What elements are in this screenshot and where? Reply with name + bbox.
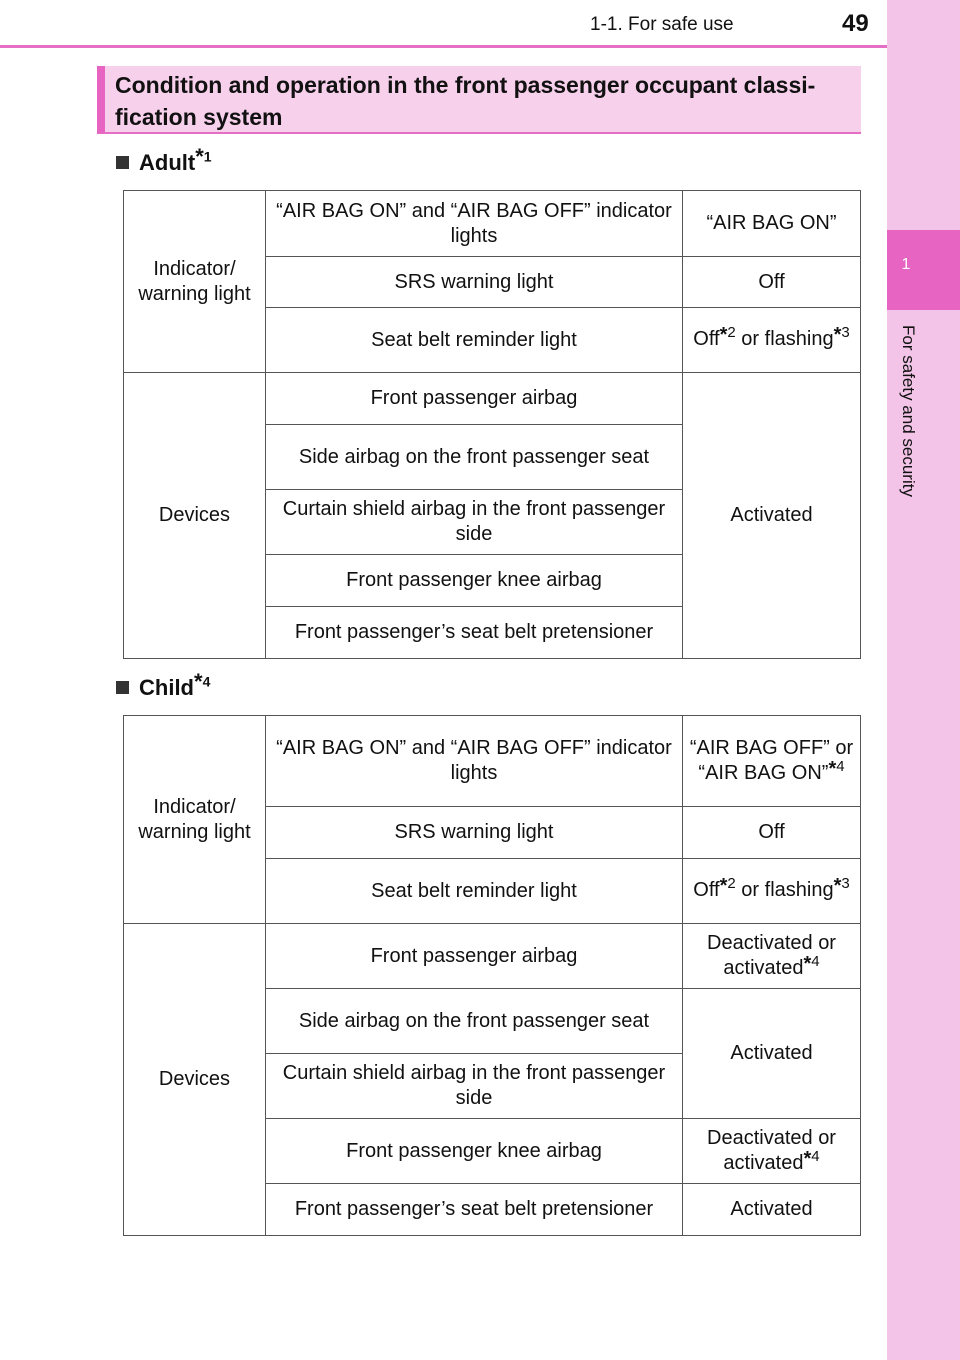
child-heading xyxy=(116,669,210,701)
table-row xyxy=(124,373,861,425)
status-text: Deactivated or activated xyxy=(707,1126,836,1174)
item-cell: “AIR BAG ON” and “AIR BAG OFF” indicator lights xyxy=(266,716,683,807)
status-text: Deactivated or activated xyxy=(707,931,836,979)
header-rule xyxy=(0,45,887,48)
table-row xyxy=(124,716,861,807)
item-cell: Front passenger’s seat belt pretensioner xyxy=(266,607,683,659)
section-title: 1-1. For safe use xyxy=(590,14,734,35)
devices-label: Devices xyxy=(124,924,266,1236)
asterisk-icon: * xyxy=(195,144,204,169)
footnote-ref: 2 xyxy=(727,324,736,341)
adult-table xyxy=(123,190,861,659)
item-cell: Front passenger’s seat belt pretensioner xyxy=(266,1184,683,1236)
table-row xyxy=(124,191,861,257)
item-cell: SRS warning light xyxy=(266,257,683,308)
asterisk-icon: * xyxy=(719,875,728,897)
asterisk-icon: * xyxy=(194,669,203,694)
item-cell: Curtain shield airbag in the front passenger side xyxy=(266,490,683,555)
item-cell: Side airbag on the front passenger seat xyxy=(266,425,683,490)
status-cell: “AIR BAG ON” xyxy=(683,191,861,257)
child-table xyxy=(123,715,861,1236)
item-cell: Front passenger knee airbag xyxy=(266,1119,683,1184)
square-bullet-icon xyxy=(116,156,129,169)
footnote-ref: 3 xyxy=(841,875,850,892)
item-cell: “AIR BAG ON” and “AIR BAG OFF” indicator lights xyxy=(266,191,683,257)
child-heading-note: 4 xyxy=(202,673,211,690)
chapter-sidebar xyxy=(887,0,960,1360)
child-heading-text: Child xyxy=(139,675,194,700)
adult-heading-text: Adult xyxy=(139,150,196,175)
footnote-ref: 4 xyxy=(811,1147,820,1165)
banner-title: Condition and operation in the front passenger occupant classi-fication system xyxy=(115,72,816,130)
item-cell: Side airbag on the front passenger seat xyxy=(266,989,683,1054)
status-cell: Off xyxy=(683,807,861,859)
status-text: or flashing xyxy=(735,328,834,350)
footnote-ref: 2 xyxy=(727,875,736,892)
status-text: or flashing xyxy=(735,879,834,901)
status-cell xyxy=(683,859,861,924)
adult-heading-note: 1 xyxy=(203,148,212,165)
status-cell: Activated xyxy=(683,1184,861,1236)
status-cell xyxy=(683,308,861,373)
table-row xyxy=(124,924,861,989)
item-cell: Curtain shield airbag in the front passenger side xyxy=(266,1054,683,1119)
footnote-ref: 4 xyxy=(836,757,845,775)
asterisk-icon: * xyxy=(833,324,842,346)
indicator-label: Indicator/ warning light xyxy=(124,716,266,924)
asterisk-icon: * xyxy=(803,1147,812,1170)
item-cell: Front passenger knee airbag xyxy=(266,555,683,607)
item-cell: Seat belt reminder light xyxy=(266,859,683,924)
status-cell: Activated xyxy=(683,373,861,659)
item-cell: SRS warning light xyxy=(266,807,683,859)
footnote-ref: 4 xyxy=(811,952,820,970)
asterisk-icon: * xyxy=(833,875,842,897)
asterisk-icon: * xyxy=(828,757,837,780)
chapter-tab xyxy=(887,230,960,310)
status-text: Off xyxy=(693,328,720,350)
adult-heading xyxy=(116,144,212,176)
footnote-ref: 3 xyxy=(841,324,850,341)
status-text: “AIR BAG OFF” or “AIR BAG ON” xyxy=(689,736,854,784)
section-banner xyxy=(97,66,861,134)
devices-label: Devices xyxy=(124,373,266,659)
item-cell: Front passenger airbag xyxy=(266,373,683,425)
status-cell xyxy=(683,716,861,807)
status-cell xyxy=(683,924,861,989)
item-cell: Seat belt reminder light xyxy=(266,308,683,373)
item-cell: Front passenger airbag xyxy=(266,924,683,989)
chapter-title: For safety and security xyxy=(899,325,918,497)
status-cell: Activated xyxy=(683,989,861,1119)
page-number: 49 xyxy=(842,10,869,37)
status-text: Off xyxy=(693,879,720,901)
status-cell xyxy=(683,1119,861,1184)
square-bullet-icon xyxy=(116,681,129,694)
chapter-number: 1 xyxy=(901,256,911,273)
asterisk-icon: * xyxy=(803,952,812,975)
asterisk-icon: * xyxy=(719,324,728,346)
indicator-label: Indicator/ warning light xyxy=(124,191,266,373)
status-cell: Off xyxy=(683,257,861,308)
